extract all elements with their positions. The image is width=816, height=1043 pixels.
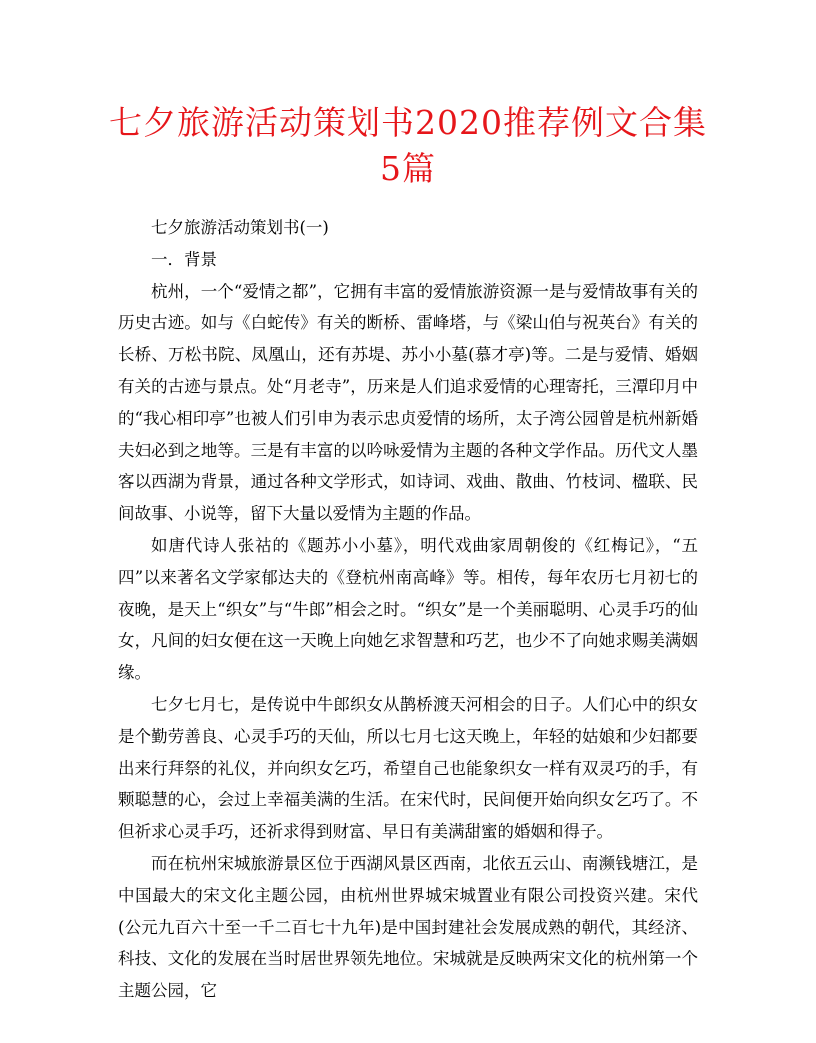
paragraph: 杭州，一个“爱情之都”，它拥有丰富的爱情旅游资源一是与爱情故事有关的历史古迹。如与《白蛇传》有关的断桥、雷峰塔，与《梁山伯与祝英台》有关的长桥、万松书院、凤凰山，还有苏堤、苏小小墓(慕才亭)等。二是与爱情、婚姻有关的古迹与景点。处“月老寺”，历来是人们追求爱情的心理寄托，三潭印月中的“我心相印亭”也被人们引申为表示忠贞爱情的场所，太子湾公园曾是杭州新婚夫妇必到之地等。三是有丰富的以吟咏爱情为主题的各种文学作品。历代文人墨客以西湖为背景，通过各种文学形式，如诗词、戏曲、散曲、竹枝词、楹联、民间故事、小说等，留下大量以爱情为主题的作品。 [118,281,698,524]
section-title: 七夕旅游活动策划书(一) [151,218,329,237]
paragraph: 如唐代诗人张祜的《题苏小小墓》，明代戏曲家周朝俊的《红梅记》，“五四”以来著名文学家郁达夫的《登杭州南高峰》等。相传，每年农历七月初七的夜晚，是天上“织女”与“牛郎”相会之时。“织女”是一个美丽聪明、心灵手巧的仙女，凡间的妇女便在这一天晚上向她乞求智慧和巧艺，也少不了向她求赐美满姻缘。 [118,535,698,683]
document-body [118,212,698,1007]
subheading: 一．背景 [151,249,217,269]
paragraph: 而在杭州宋城旅游景区位于西湖风景区西南，北依五云山、南濒钱塘江，是中国最大的宋文化主题公园，由杭州世界城宋城置业有限公司投资兴建。宋代(公元九百六十至一千二百七十九年)是中国封建社会发展成熟的朝代，其经济、科技、文化的发展在当时居世界领先地位。宋城就是反映两宋文化的杭州第一个主题公园，它 [118,853,698,1001]
document-title: 七夕旅游活动策划书2020推荐例文合集5篇 [109,103,707,188]
paragraph: 七夕七月七，是传说中牛郎织女从鹊桥渡天河相会的日子。人们心中的织女是个勤劳善良、心灵手巧的天仙，所以七月七这天晚上，年轻的姑娘和少妇都要出来行拜祭的礼仪，并向织女乞巧，希望自己也能象织女一样有双灵巧的手，有颗聪慧的心，会过上幸福美满的生活。在宋代时，民间便开始向织女乞巧了。不但祈求心灵手巧，还祈求得到财富、早日有美满甜蜜的婚姻和得子。 [118,694,698,842]
